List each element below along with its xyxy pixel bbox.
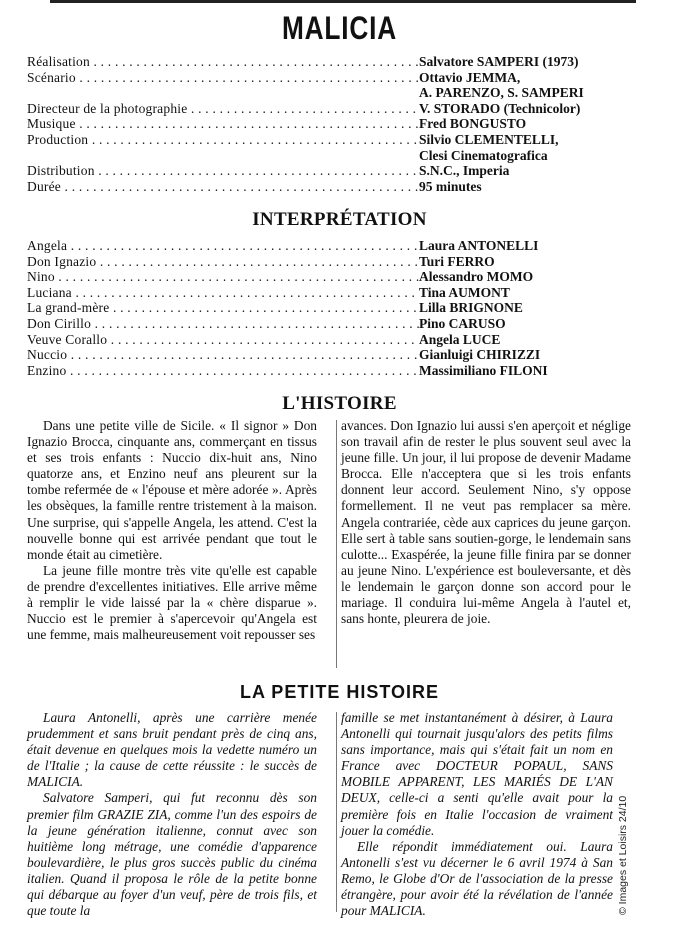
cast-row xyxy=(27,332,647,348)
paragraph: Elle répondit immédiatement oui. Laura Antonelli s'est vu décerner le 6 avril 1974 à San Remo, le Globe d'Or de l'association de la presse étrangère, pour avoir été la révélation de l'année pour MALICIA. xyxy=(341,838,613,919)
cast-role: Enzino . . . xyxy=(27,363,419,379)
cast-row xyxy=(27,254,647,270)
cast-actor: Pino CARUSO xyxy=(419,315,506,331)
credit-label: Distribution . . . xyxy=(27,163,419,179)
cast-actor: Turi FERRO xyxy=(419,253,495,269)
credit-row xyxy=(27,101,647,117)
histoire-left-column xyxy=(27,418,317,643)
credit-row xyxy=(27,179,647,195)
histoire-heading: L'HISTOIRE xyxy=(282,393,397,414)
cast-row xyxy=(27,347,647,363)
cast-actor: Alessandro MOMO xyxy=(419,269,534,285)
credit-value: Fred BONGUSTO xyxy=(419,116,527,132)
cast-actor: Laura ANTONELLI xyxy=(419,238,539,253)
column-divider xyxy=(336,420,337,668)
cast-row xyxy=(27,300,647,316)
credit-row xyxy=(27,163,647,179)
petite-right-column xyxy=(341,710,613,919)
credit-value: A. PARENZO, S. SAMPERI xyxy=(419,85,584,101)
credit-label: Musique . . . xyxy=(27,116,419,132)
cast-role: Luciana . . . xyxy=(27,285,419,301)
credit-row xyxy=(27,54,647,70)
paragraph: Dans une petite ville de Sicile. « Il signor » Don Ignazio Brocca, cinquante ans, commerçant en tissus et ses trois enfants : Nuccio dix-huit ans, Nino quatorze ans, et Enzino neuf ans pleurent sur la tombe refermée de « l'épouse et mère adorée ». Après les obsèques, la famille rentre tristement à la maison. Une surprise, qui s'appelle Angela, les attend. C'est la nouvelle bonne qui est arrivée pendant que tout le monde était au cimetière. xyxy=(27,418,317,562)
cast-actor: Massimiliano FILONI xyxy=(419,362,548,378)
credit-label: Scénario . . . xyxy=(27,70,419,86)
paragraph: Laura Antonelli, après une carrière menée prudemment et sans bruit pendant près de cinq ans, était devenue en quelques mois la vedette numéro un de l'Italie ; la cause de cette réussite : le succès de MALICIA. xyxy=(27,710,317,790)
cast-actor: Lilla BRIGNONE xyxy=(419,300,523,316)
credit-value: Silvio CLEMENTELLI, xyxy=(419,131,559,147)
cast-row xyxy=(27,238,647,254)
cast-actor: Gianluigi CHIRIZZI xyxy=(419,347,541,363)
credit-label: Production . . . xyxy=(27,132,419,148)
credit-value: Clesi Cinematografica xyxy=(419,147,548,163)
credit-label: Réalisation . . . xyxy=(27,54,419,70)
cast-row xyxy=(27,316,647,332)
cast-role: La grand-mère . . . xyxy=(27,300,419,316)
copyright-notice: © Images et Loisirs 24/10 xyxy=(617,795,629,915)
credit-label: Directeur de la photographie . . . xyxy=(27,101,419,117)
cast-row xyxy=(27,363,647,379)
cast-role: Don Ignazio . . . xyxy=(27,254,419,270)
petite-left-column xyxy=(27,710,317,919)
credit-row xyxy=(27,132,647,148)
credits-block xyxy=(27,54,647,194)
credit-row xyxy=(27,116,647,132)
credit-label: Durée . . . xyxy=(27,179,419,195)
cast-role: Angela . . . xyxy=(27,238,419,254)
cast-role: Veuve Corallo . . . xyxy=(27,332,419,348)
top-rule xyxy=(50,0,636,3)
column-divider xyxy=(336,712,337,912)
cast-row xyxy=(27,285,647,301)
cast-actor: Tina AUMONT xyxy=(419,284,510,300)
paragraph: La jeune fille montre très vite qu'elle est capable de prendre d'excellentes initiatives. Elle arrive même à remplir le vide laissé par la « chère disparue ». Nuccio est le premier à s'apercevoir qu'Angela est une femme, mais malheureusement voit repousser ses xyxy=(27,562,317,643)
cast-block xyxy=(27,238,647,378)
credit-value: Ottavio JEMMA, xyxy=(419,69,521,85)
cast-role: Nino . . . xyxy=(27,269,419,285)
credit-row xyxy=(27,70,647,86)
page-title: MALICIA xyxy=(281,10,398,46)
credit-row xyxy=(27,85,647,101)
credit-value: S.N.C., Imperia xyxy=(419,163,510,179)
credit-value: V. STORADO (Technicolor) xyxy=(419,100,581,116)
cast-role: Nuccio . . . xyxy=(27,347,419,363)
credit-value: Salvatore SAMPERI (1973) xyxy=(419,54,579,69)
interpretation-heading: INTERPRÉTATION xyxy=(252,209,427,230)
paragraph: famille se met instantanément à désirer, à Laura Antonelli qui tournait jusqu'alors des petits films sans importance, mais qui s'était fait un nom en France avec DOCTEUR POPAUL, SANS MOBILE APPARENT, LES MARIÉS DE L'AN DEUX, celle-ci a senti qu'elle avait pour la première fois en Italie l'occasion de vraiment jouer la comédie. xyxy=(341,710,613,838)
cast-role: Don Cirillo . . . xyxy=(27,316,419,332)
credit-row xyxy=(27,148,647,164)
paragraph: Salvatore Samperi, qui fut reconnu dès son premier film GRAZIE ZIA, comme l'un des espoirs de la jeune génération italienne, connut avec son huitième long métrage, une comédie d'apparence boulevardière, le plus gros succès public du cinéma italien. Quand il proposa le rôle de la petite bonne qui débarque au foyer d'un veuf, père de trois fils, et que toute la xyxy=(27,790,317,919)
histoire-right-column xyxy=(341,418,631,627)
paragraph: avances. Don Ignazio lui aussi s'en aperçoit et néglige son travail afin de rester le plus souvent seul avec la jeune fille. Un jour, il lui propose de devenir Madame Brocca. Elle n'acceptera que si les trois enfants donnent leur accord. Seulement Nino, s'y oppose formellement. Il ne veut pas remplacer sa mère. Angela contrariée, cède aux caprices du jeune garçon. Elle sert à table sans soutien-gorge, le lendemain sans culotte... Exaspérée, la jeune fille finira par se donner au jeune Nino. L'expérience est bouleversante, et dès le lendemain le garçon donne son accord pour le mariage. Il conduira lui-même Angela à l'autel et, sans honte, pleurera de joie. xyxy=(341,418,631,627)
credit-value: 95 minutes xyxy=(419,178,482,194)
cast-row xyxy=(27,269,647,285)
cast-actor: Angela LUCE xyxy=(419,331,501,347)
petite-histoire-heading: LA PETITE HISTOIRE xyxy=(239,682,440,702)
